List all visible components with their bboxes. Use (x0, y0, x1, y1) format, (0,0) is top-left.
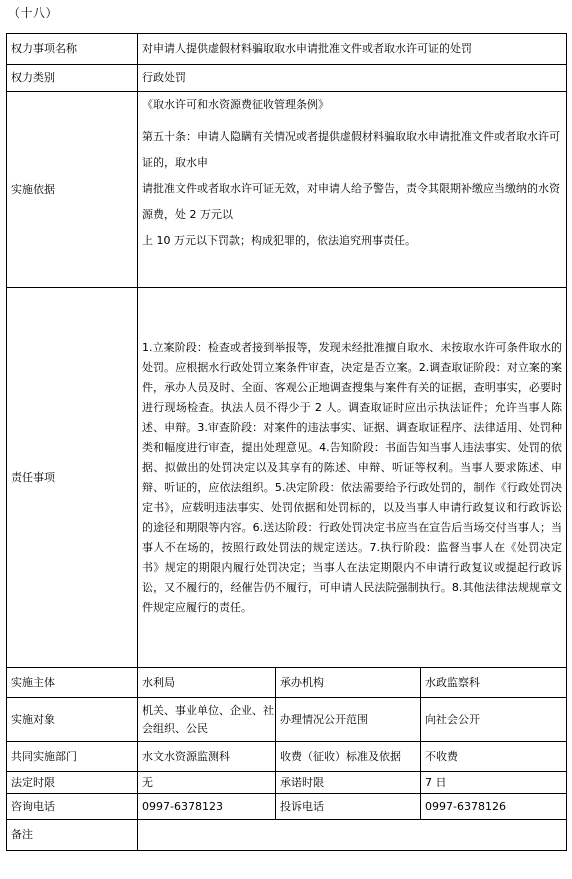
value-responsibility: 1.立案阶段：检查或者接到举报等，发现未经批准擅自取水、未按取水许可条件取水的处罚。应根据水行政处罚立案条件审查，决定是否立案。2.调查取证阶段：对立案的案件，承办人员及时、全面、客观公正地调查搜集与案件有关的证据，查明事实，必要时进行现场检查。执法人员不得少于 2 人。调查取证时应出示执法证件；允许当事人陈述、申辩。3.审查阶段：对案件的违法事实、证据、调查取证程序、法律适用、处罚种类和幅度进行审查，提出处理意见。4.告知阶段：书面告知当事人违法事实、处罚的依据、拟做出的处罚决定以及其享有的陈述、申辩、听证等权利。当事人要求陈述、申辩、听证的，应依法组织。5.决定阶段：依法需要给予行政处罚的，制作《行政处罚决定书》，应载明违法事实、处罚依据和处罚标的，以及当事人申请行政复议和行政诉讼的途径和期限等内容。6.送达阶段：行政处罚决定书应当在宣告后当场交付当事人；当事人不在场的，按照行政处罚法的规定送达。7.执行阶段：监督当事人在《处罚决定书》规定的期限内履行处罚决定；当事人在法定期限内不申请行政复议或提起行政诉讼，又不履行的，经催告仍不履行，可申请人民法院强制执行。8.其他法律法规规章文件规定应履行的责任。 (138, 288, 567, 668)
value-target: 机关、事业单位、企业、社会组织、公民 (138, 698, 276, 742)
row-item-name (7, 34, 567, 65)
label-office: 承办机构 (276, 668, 421, 698)
row-basis (7, 92, 567, 288)
label-category: 权力类别 (7, 65, 138, 92)
label-item-name: 权力事项名称 (7, 34, 138, 65)
value-basis (138, 92, 567, 288)
label-subject: 实施主体 (7, 668, 138, 698)
row-phone (7, 794, 567, 820)
value-legal-time: 无 (138, 772, 276, 794)
value-joint-dept: 水文水资源监测科 (138, 742, 276, 772)
value-office: 水政监察科 (421, 668, 567, 698)
row-category (7, 65, 567, 92)
value-complaint-phone: 0997-6378126 (421, 794, 567, 820)
label-complaint-phone: 投诉电话 (276, 794, 421, 820)
basis-law-title: 《取水许可和水资源费征收管理条例》 (142, 98, 329, 111)
value-fee: 不收费 (421, 742, 567, 772)
value-note (138, 820, 567, 851)
value-category: 行政处罚 (138, 65, 567, 92)
label-target: 实施对象 (7, 698, 138, 742)
section-heading: （十八） (8, 6, 59, 20)
row-time (7, 772, 567, 794)
basis-line-1: 第五十条：申请人隐瞒有关情况或者提供虚假材料骗取取水申请批准文件或者取水许可证的，取水申 (142, 130, 560, 169)
label-promised-time: 承诺时限 (276, 772, 421, 794)
value-subject: 水利局 (138, 668, 276, 698)
power-item-table (6, 33, 567, 851)
row-dept (7, 742, 567, 772)
label-consult-phone: 咨询电话 (7, 794, 138, 820)
basis-line-3: 上 10 万元以下罚款；构成犯罪的，依法追究刑事责任。 (142, 234, 416, 247)
label-responsibility: 责任事项 (7, 288, 138, 668)
value-item-name: 对申请人提供虚假材料骗取取水申请批准文件或者取水许可证的处罚 (138, 34, 567, 65)
basis-line-2: 请批准文件或者取水许可证无效，对申请人给予警告，责令其限期补缴应当缴纳的水资源费，处 2 万元以 (142, 182, 560, 221)
value-consult-phone: 0997-6378123 (138, 794, 276, 820)
row-responsibility (7, 288, 567, 668)
row-note (7, 820, 567, 851)
label-joint-dept: 共同实施部门 (7, 742, 138, 772)
label-note: 备注 (7, 820, 138, 851)
label-legal-time: 法定时限 (7, 772, 138, 794)
row-subject (7, 668, 567, 698)
value-promised-time: 7 日 (421, 772, 567, 794)
row-target (7, 698, 567, 742)
label-basis: 实施依据 (7, 92, 138, 288)
label-fee: 收费（征收）标准及依据 (276, 742, 421, 772)
label-disclosure: 办理情况公开范围 (276, 698, 421, 742)
value-disclosure: 向社会公开 (421, 698, 567, 742)
